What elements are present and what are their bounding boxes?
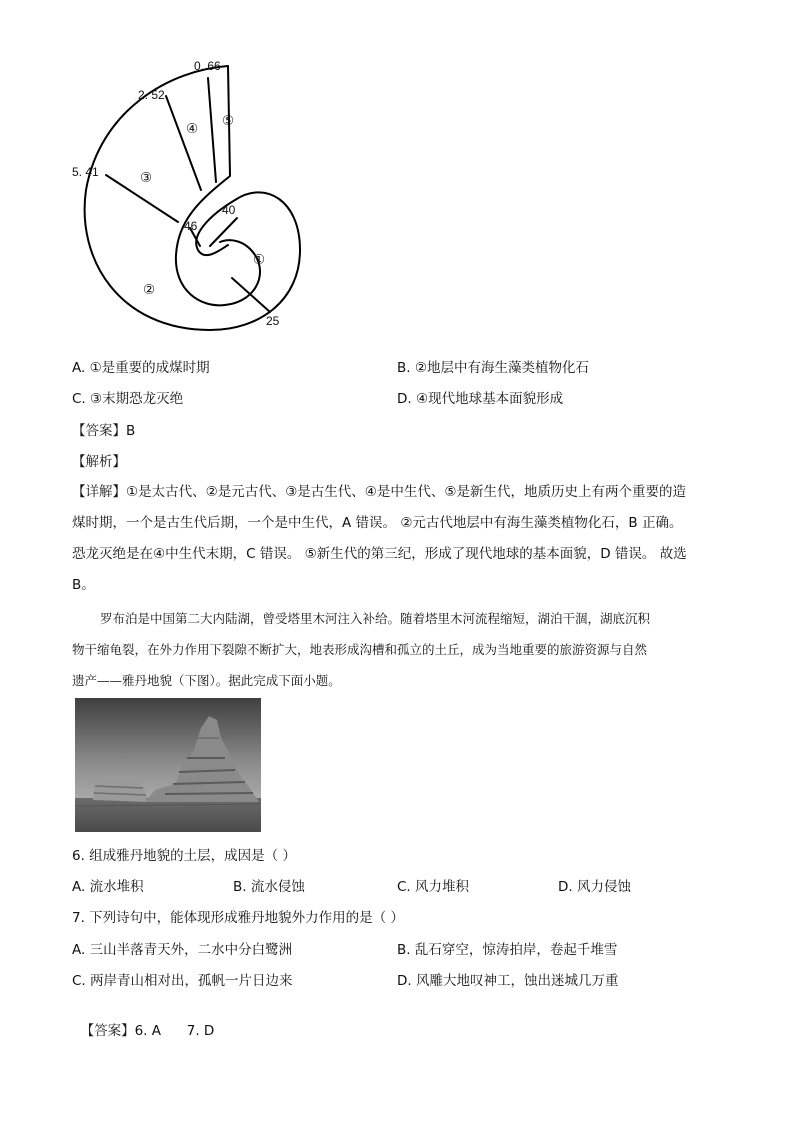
q6-option-c: C. 风力堆积 bbox=[397, 879, 470, 895]
detail-line-2: 煤时期，一个是古生代后期，一个是中生代，A 错误。 ②元古代地层中有海生藻类植物化石，B 正确。 bbox=[72, 515, 683, 531]
spiral-inner-boundary bbox=[176, 66, 260, 305]
q7-option-b: B. 乱石穿空，惊涛拍岸，卷起千堆雪 bbox=[397, 942, 618, 958]
q5-option-a: A. ①是重要的成煤时期 bbox=[72, 360, 210, 376]
q6-option-a: A. 流水堆积 bbox=[72, 879, 144, 895]
reading-passage bbox=[72, 603, 718, 696]
q7-option-d: D. 风雕大地叹神工，蚀出迷城几万重 bbox=[397, 973, 619, 989]
era-label-1: ① bbox=[253, 252, 266, 268]
detail-line-1 bbox=[72, 477, 722, 508]
answer-value: B bbox=[126, 423, 136, 439]
answer-tag: 【答案】 bbox=[72, 423, 126, 439]
yardang-photo-drawing bbox=[75, 698, 261, 832]
label-2-52: 2. 52 bbox=[138, 88, 165, 102]
label-5-41: 5. 41 bbox=[72, 165, 99, 179]
q7-stem: 7. 下列诗句中，能体现形成雅丹地貌外力作用的是（ ） bbox=[72, 910, 404, 926]
q5-option-c: C. ③末期恐龙灭绝 bbox=[72, 391, 184, 407]
passage-line-1: 罗布泊是中国第二大内陆湖，曾受塔里木河注入补给。随着塔里木河流程缩短，湖泊干涸，湖底沉积 bbox=[100, 611, 651, 626]
divider-252 bbox=[166, 96, 201, 190]
q6-option-d: D. 风力侵蚀 bbox=[558, 879, 631, 895]
geologic-time-spiral-diagram bbox=[60, 50, 320, 350]
spiral-outer-boundary bbox=[85, 66, 300, 330]
q5-option-d: D. ④现代地球基本面貌形成 bbox=[397, 391, 564, 407]
passage-line-3: 遗产——雅丹地貌（下图）。据此完成下面小题。 bbox=[72, 673, 341, 688]
detail-tag: 【详解】 bbox=[72, 484, 126, 500]
detail-text-1: ①是太古代、②是元古代、③是古生代、④是中生代、⑤是新生代，地质历史上有两个重要的造 bbox=[126, 484, 687, 500]
detail-line-4: B。 bbox=[72, 577, 95, 593]
era-label-2: ② bbox=[143, 282, 156, 298]
q5-analysis-tag: 【解析】 bbox=[72, 454, 126, 470]
label-25: 25 bbox=[266, 314, 280, 328]
q6-q7-answer bbox=[72, 1004, 214, 1040]
passage-line-2: 物干缩龟裂，在外力作用下裂隙不断扩大，地表形成沟槽和孤立的土丘，成为当地重要的旅游资源与自然 bbox=[72, 642, 648, 657]
detail-line-3: 恐龙灭绝是在④中生代末期，C 错误。 ⑤新生代的第三纪，形成了现代地球的基本面貌，D 错误。 故选 bbox=[72, 546, 687, 562]
label-0-66: 0. 66 bbox=[194, 59, 221, 73]
era-label-3: ③ bbox=[140, 170, 153, 186]
q7-option-a: A. 三山半落青天外，二水中分白鹭洲 bbox=[72, 942, 293, 958]
q5-option-b: B. ②地层中有海生藻类植物化石 bbox=[397, 360, 589, 376]
q6-option-b: B. 流水侵蚀 bbox=[233, 879, 305, 895]
q5-answer bbox=[72, 422, 135, 440]
q5-detail bbox=[72, 477, 722, 601]
q7-option-c: C. 两岸青山相对出，孤帆一片日边来 bbox=[72, 973, 293, 989]
label-46: 46 bbox=[184, 219, 198, 233]
yardang-landform-photo bbox=[75, 698, 261, 832]
label-40: 40 bbox=[222, 203, 236, 217]
era-label-4: ④ bbox=[186, 121, 199, 137]
q6-stem: 6. 组成雅丹地貌的土层，成因是（ ） bbox=[72, 848, 296, 864]
divider-066 bbox=[208, 78, 216, 182]
answer-tag-2: 【答案】 bbox=[80, 1023, 135, 1039]
answer-values-2: 6. A 7. D bbox=[134, 1023, 215, 1039]
era-label-5: ⑤ bbox=[222, 113, 235, 129]
divider-25 bbox=[232, 278, 270, 312]
